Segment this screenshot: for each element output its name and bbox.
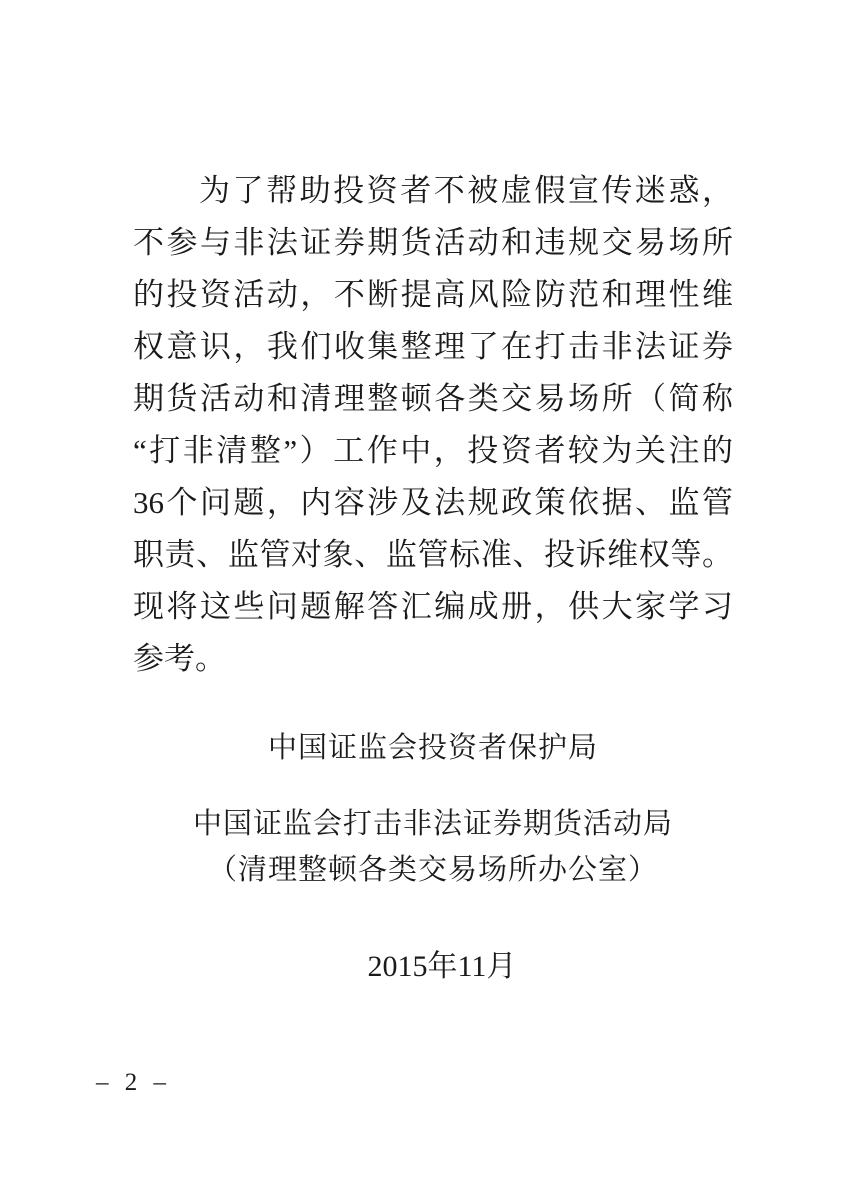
paragraph-line-2: 不参与非法证券期货活动和违规交易场所 <box>133 225 733 260</box>
paragraph-line-3: 的投资活动，不断提高风险防范和理性维 <box>133 277 733 312</box>
page-number: – 2 – <box>96 1069 166 1096</box>
publication-date: 2015年11月 <box>367 950 517 983</box>
signature-investor-protection-bureau: 中国证监会投资者保护局 <box>267 732 598 764</box>
paragraph-line-9: 现将这些问题解答汇编成册，供大家学习 <box>133 589 733 624</box>
signature-cleanup-office: （清理整顿各类交易场所办公室） <box>207 854 658 886</box>
paragraph-line-8: 职责、监管对象、监管标准、投诉维权等。 <box>133 537 733 572</box>
intro-paragraph <box>133 165 733 685</box>
paragraph-line-1: 为了帮助投资者不被虚假宣传迷惑， <box>199 173 733 208</box>
signature-anti-illegal-securities-bureau: 中国证监会打击非法证券期货活动局 <box>192 808 673 840</box>
paragraph-line-4: 权意识，我们收集整理了在打击非法证券 <box>133 329 733 364</box>
paragraph-line-5: 期货活动和清理整顿各类交易场所（简称 <box>133 381 733 416</box>
paragraph-line-6: “打非清整”）工作中，投资者较为关注的 <box>133 433 733 468</box>
paragraph-line-10: 参考。 <box>133 641 226 676</box>
paragraph-line-7: 36个问题，内容涉及法规政策依据、监管 <box>133 485 733 520</box>
